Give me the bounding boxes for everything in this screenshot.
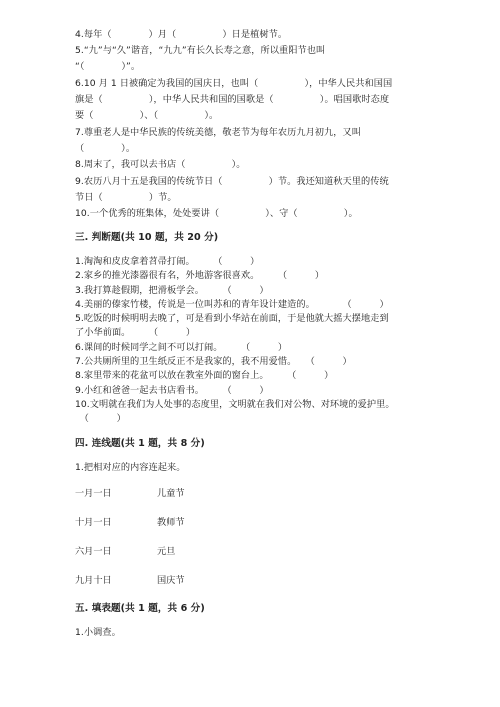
match-right-3: 元旦 — [157, 546, 176, 557]
fill-item-7: 7.尊重老人是中华民族的传统美德，敬老节为每年农历九月初九，又叫 — [75, 127, 361, 138]
fill-item-4: 4.每年（ ）月（ ）日是植树节。 — [75, 29, 288, 40]
judge-item-5: 5.吃饭的时候明明去晚了，可是看到小华站在前面，于是他就大摇大摆地走到 — [75, 313, 389, 324]
fill-item-9-cont: 节日（ ）节。 — [75, 192, 177, 203]
match-right-4: 国庆节 — [157, 575, 185, 586]
fill-item-5: 5.“九”与“久”谐音，“九九”有长久长寿之意，所以重阳节也叫 — [75, 45, 326, 56]
judge-item-10-cont: （ ） — [75, 413, 126, 424]
section-5-heading: 五. 填表题(共 1 题，共 6 分) — [75, 603, 205, 614]
judge-item-10: 10.文明就在我们为人处事的态度里，文明就在我们对公物、对环境的爱护里。 — [75, 399, 395, 410]
match-left-3: 六月一日 — [75, 546, 112, 557]
fill-item-6: 6.10 月 1 日被确定为我国的国庆日，也叫（ ），中华人民共和国国 — [75, 78, 393, 89]
fill-item-7-cont: （ ）。 — [75, 143, 136, 154]
fill-item-6-cont: 旗是（ ），中华人民共和国的国歌是（ ）。唱国歌时态度 — [75, 94, 390, 105]
section-3-heading: 三. 判断题(共 10 题，共 20 分) — [75, 232, 219, 243]
judge-item-6: 6.课间的时候同学之间不可以打闹。 （ ） — [75, 342, 288, 353]
match-right-2: 教师节 — [157, 517, 185, 528]
match-right-1: 儿童节 — [157, 488, 185, 499]
fill-item-6-cont2: 要（ ）、（ ）。 — [75, 110, 219, 121]
judge-item-8: 8.家里带来的花盆可以放在教室外面的窗台上。 （ ） — [75, 370, 334, 381]
judge-item-9: 9.小红和爸爸一起去书店看书。 （ ） — [75, 385, 269, 396]
judge-item-4: 4.美丽的傣家竹楼，传说是一位叫苏和的青年设计建造的。 （ ） — [75, 299, 389, 310]
fill-item-5-cont: “（ ）”。 — [75, 61, 141, 72]
survey-instruction: 1.小调查。 — [75, 627, 121, 638]
judge-item-2: 2.家乡的推光漆器很有名，外地游客很喜欢。 （ ） — [75, 270, 325, 281]
judge-item-1: 1.淘淘和皮皮拿着苕帚打闹。 （ ） — [75, 256, 260, 267]
match-left-2: 十月一日 — [75, 517, 112, 528]
match-left-4: 九月十日 — [75, 575, 112, 586]
judge-item-3: 3.我打算趁假期，把滑板学会。 （ ） — [75, 285, 269, 296]
fill-item-10: 10.一个优秀的班集体，处处要讲（ ）、守（ ）。 — [75, 208, 358, 219]
match-left-1: 一月一日 — [75, 488, 112, 499]
judge-item-5-cont: 了小华前面。 （ ） — [75, 327, 196, 338]
matching-instruction: 1.把相对应的内容连起来。 — [75, 462, 186, 473]
judge-item-7: 7.公共厕所里的卫生纸反正不是我家的，我不用爱惜。 （ ） — [75, 356, 352, 367]
fill-item-9: 9.农历八月十五是我国的传统节日（ ）节。我还知道秋天里的传统 — [75, 176, 389, 187]
section-4-heading: 四. 连线题(共 1 题，共 8 分) — [75, 438, 205, 449]
fill-item-8: 8.周末了，我可以去书店（ ）。 — [75, 159, 246, 170]
